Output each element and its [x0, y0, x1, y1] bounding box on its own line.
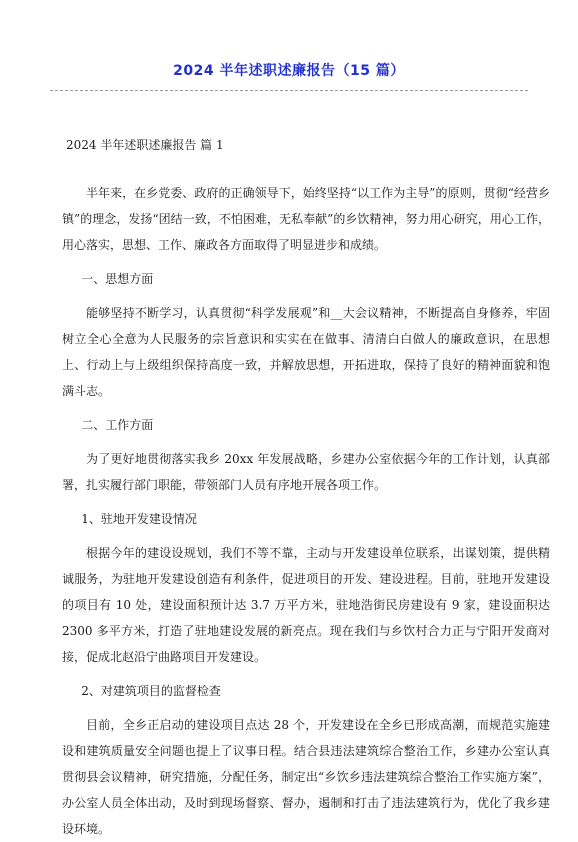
section-heading: 2024 半年述职述廉报告 篇 1 [66, 138, 224, 152]
paragraph-supervision: 目前，全乡正启动的建设项目点达 28 个，开发建设在全乡已形成高潮，而规范实施建设和建筑质量安全问题也提上了议事日程。结合县违法建筑综合整治工作，乡建办公室认真贯彻县会议精神，研究措施，分配任务，制定出“乡饮乡违法建筑综合整治工作实施方案”，办公室人员全体出动，及时到现场督察、督办，遏制和打击了违法建筑行为，优化了我乡建设环境。 [62, 718, 550, 836]
subheading-work: 二、工作方面 [81, 418, 154, 432]
document-body [62, 180, 550, 842]
paragraph-intro: 半年来，在乡党委、政府的正确领导下，始终坚持“以工作为主导”的原则，贯彻“经营乡镇”的理念，发扬“团结一致，不怕困难，无私奉献”的乡饮精神，努力用心研究，用心工作，用心落实，思想、工作、廉政各方面取得了明显进步和成绩。 [62, 186, 550, 252]
paragraph-work: 为了更好地贯彻落实我乡 20xx 年发展战略，乡建办公室依据今年的工作计划，认真部署，扎实履行部门职能，带领部门人员有序地开展各项工作。 [62, 452, 550, 492]
subheading-thought: 一、思想方面 [81, 272, 154, 286]
paragraph-development: 根据今年的建设设规划，我们不等不靠，主动与开发建设单位联系，出谋划策，提供精诚服务，为驻地开发建设创造有利条件，促进项目的开发、建设进程。目前，驻地开发建设的项目有 10 处，建设面积预计达 3.7 万平方米，驻地浩街民房建设有 9 家，建设面积达 2300 多平方米，打造了驻地建设发展的新亮点。现在我们与乡饮村合力正与宁阳开发商对接，促成北赵沿宁曲路项目开发建设。 [62, 546, 550, 664]
paragraph-thought: 能够坚持不断学习，认真贯彻“科学发展观”和__大会议精神，不断提高自身修养，牢固树立全心全意为人民服务的宗旨意识和实实在在做事、清清白白做人的廉政意识，在思想上、行动上与上级组织保持高度一致，并解放思想，开拓进取，保持了良好的精神面貌和饱满斗志。 [62, 306, 550, 398]
subheading-supervision: 2、对建筑项目的监督检查 [81, 684, 221, 698]
subheading-development: 1、驻地开发建设情况 [81, 512, 197, 526]
title-divider [50, 90, 528, 91]
document-title: 2024 半年述职述廉报告（15 篇） [173, 63, 405, 79]
